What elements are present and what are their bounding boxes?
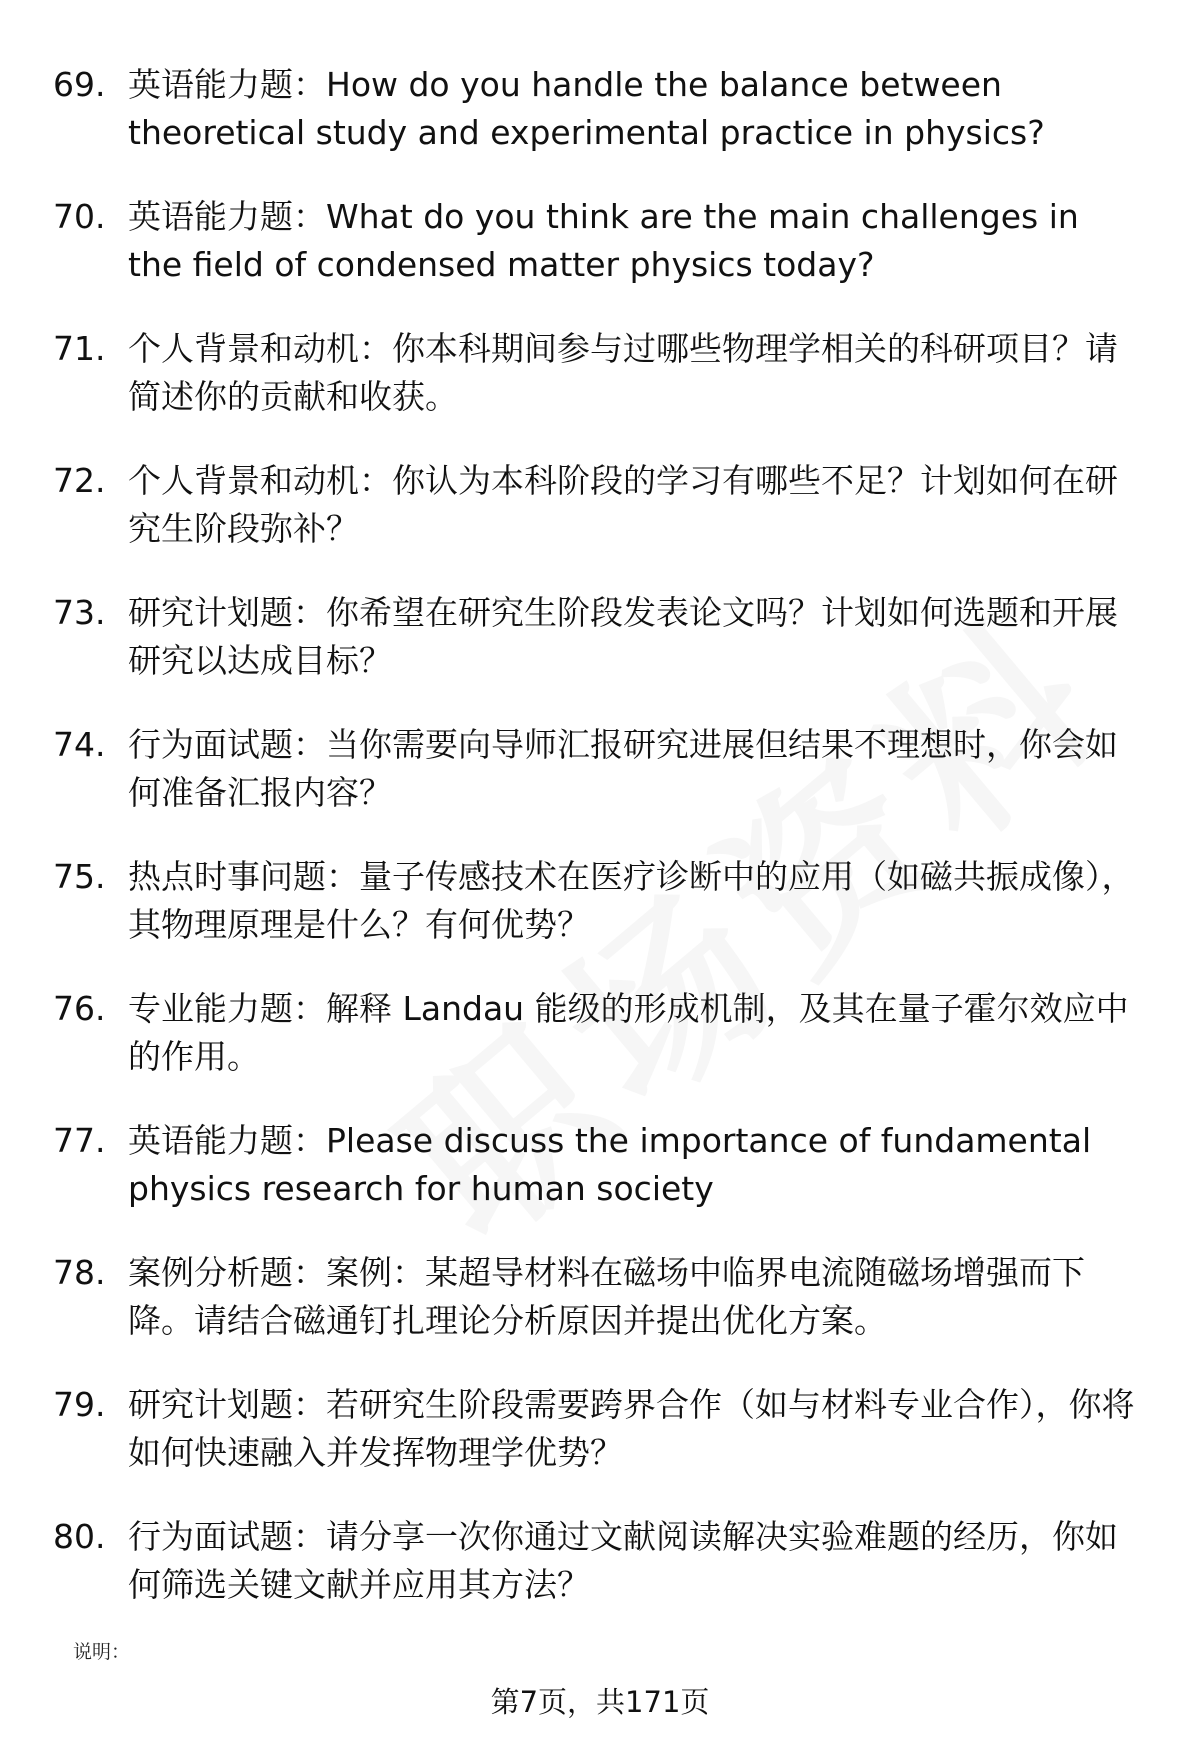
question-number: 69. xyxy=(53,65,106,104)
question-text: 专业能力题：解释 Landau 能级的形成机制，及其在量子霍尔效应中的作用。 xyxy=(128,989,1129,1076)
question-text: 热点时事问题：量子传感技术在医疗诊断中的应用（如磁共振成像），其物理原理是什么？有何优势？ xyxy=(128,857,1135,944)
question-number: 73. xyxy=(53,593,106,632)
question-number: 80. xyxy=(53,1517,106,1556)
question-item xyxy=(0,1507,1200,1639)
question-text: 行为面试题：当你需要向导师汇报研究进展但结果不理想时，你会如何准备汇报内容？ xyxy=(128,725,1118,812)
question-text: 英语能力题：Please discuss the importance of fundamental physics research for human society xyxy=(128,1121,1092,1208)
question-number: 72. xyxy=(53,461,106,500)
question-number: 78. xyxy=(53,1253,106,1292)
question-item xyxy=(0,1111,1200,1243)
question-item xyxy=(0,451,1200,583)
question-item xyxy=(0,1375,1200,1507)
question-number: 71. xyxy=(53,329,106,368)
question-number: 79. xyxy=(53,1385,106,1424)
question-text: 研究计划题：你希望在研究生阶段发表论文吗？计划如何选题和开展研究以达成目标？ xyxy=(128,593,1118,680)
question-text: 行为面试题：请分享一次你通过文献阅读解决实验难题的经历，你如何筛选关键文献并应用其方法？ xyxy=(128,1517,1118,1604)
question-text: 英语能力题：How do you handle the balance between theoretical study and experimental practice in physics? xyxy=(128,65,1045,152)
question-item xyxy=(0,715,1200,847)
question-text: 个人背景和动机：你本科期间参与过哪些物理学相关的科研项目？请简述你的贡献和收获。 xyxy=(128,329,1118,416)
question-text: 研究计划题：若研究生阶段需要跨界合作（如与材料专业合作），你将如何快速融入并发挥物理学优势？ xyxy=(128,1385,1135,1472)
question-item xyxy=(0,979,1200,1111)
question-list xyxy=(0,55,1200,1639)
question-number: 77. xyxy=(53,1121,106,1160)
question-text: 案例分析题：案例：某超导材料在磁场中临界电流随磁场增强而下降。请结合磁通钉扎理论分析原因并提出优化方案。 xyxy=(128,1253,1085,1340)
note-label: 说明： xyxy=(73,1641,131,1663)
question-number: 70. xyxy=(53,197,106,236)
question-number: 74. xyxy=(53,725,106,764)
question-item xyxy=(0,319,1200,451)
question-item xyxy=(0,583,1200,715)
question-item xyxy=(0,847,1200,979)
question-text: 英语能力题：What do you think are the main challenges in the field of condensed matter physics today? xyxy=(128,197,1079,284)
question-item xyxy=(0,1243,1200,1375)
page-footer: 第7页，共171页 xyxy=(490,1685,710,1719)
question-number: 75. xyxy=(53,857,106,896)
question-item xyxy=(0,55,1200,187)
question-text: 个人背景和动机：你认为本科阶段的学习有哪些不足？计划如何在研究生阶段弥补？ xyxy=(128,461,1118,548)
question-number: 76. xyxy=(53,989,106,1028)
question-item xyxy=(0,187,1200,319)
